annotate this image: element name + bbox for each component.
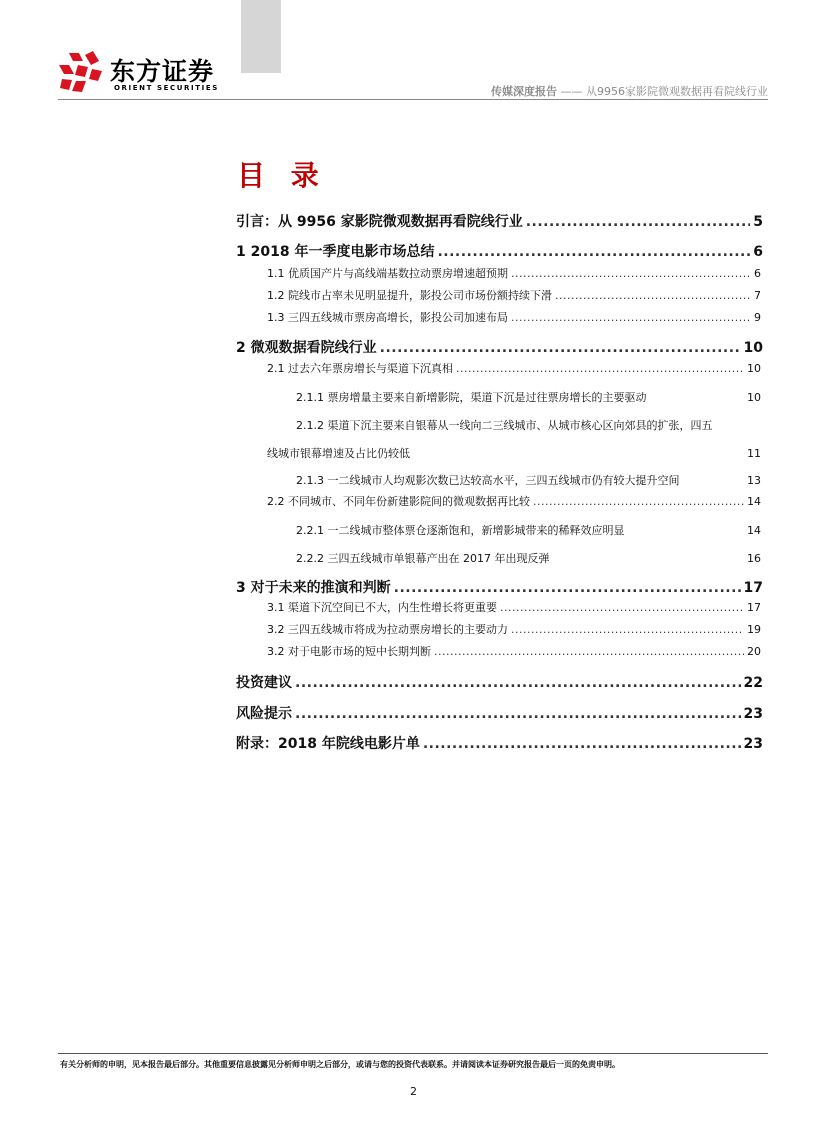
toc-leader bbox=[437, 244, 750, 260]
toc-entry-label: 3 对于未来的推演和判断 bbox=[236, 580, 391, 596]
toc-entry[interactable] bbox=[267, 309, 761, 325]
toc-entry[interactable] bbox=[296, 550, 761, 566]
toc-leader bbox=[434, 645, 744, 658]
toc-entry-page: 14 bbox=[747, 495, 761, 508]
toc-leader bbox=[511, 267, 751, 280]
toc-leader bbox=[423, 736, 741, 752]
report-type: 传媒深度报告 bbox=[491, 85, 557, 98]
toc-entry[interactable] bbox=[267, 360, 761, 376]
toc-entry[interactable] bbox=[236, 241, 763, 261]
toc-leader bbox=[295, 706, 741, 722]
toc-entry[interactable] bbox=[296, 472, 761, 488]
company-logo bbox=[56, 50, 226, 100]
toc-entry-page: 13 bbox=[747, 474, 761, 487]
footer-disclaimer: 有关分析师的申明，见本报告最后部分。其他重要信息披露见分析师申明之后部分，或请与您的投资代表联系。并请阅读本证券研究报告最后一页的免责申明。 bbox=[60, 1060, 620, 1069]
toc-entry-label[interactable]: 2.1.2 渠道下沉主要来自银幕从一线向二三线城市、从城市核心区向郊县的扩张，四五 bbox=[296, 419, 713, 432]
toc-entry-page: 16 bbox=[747, 552, 761, 565]
report-title: —— 从9956家影院微观数据再看院线行业 bbox=[560, 85, 768, 98]
toc-entry-label: 1 2018 年一季度电影市场总结 bbox=[236, 244, 435, 260]
toc-entry-page: 6 bbox=[754, 267, 761, 280]
toc-entry[interactable] bbox=[267, 599, 761, 615]
toc-entry-page: 17 bbox=[747, 601, 761, 614]
toc-entry-label: 3.1 渠道下沉空间已不大，内生性增长将更重要 bbox=[267, 601, 497, 614]
toc-entry-label: 风险提示 bbox=[236, 706, 292, 722]
toc-leader bbox=[500, 601, 744, 614]
toc-entry-label: 2.2 不同城市、不同年份新建影院间的微观数据再比较 bbox=[267, 495, 530, 508]
toc-entry-page: 23 bbox=[743, 736, 763, 752]
toc-entry[interactable] bbox=[296, 389, 761, 405]
toc-entry-page: 10 bbox=[743, 340, 763, 356]
toc-entry-page: 19 bbox=[747, 623, 761, 636]
toc-entry-label: 3.2 三四五线城市将成为拉动票房增长的主要动力 bbox=[267, 623, 508, 636]
toc-entry-page: 9 bbox=[754, 311, 761, 324]
toc-leader bbox=[526, 214, 751, 230]
page-number: 2 bbox=[410, 1085, 417, 1098]
toc-entry-label: 2.1.1 票房增量主要来自新增影院，渠道下沉是过往票房增长的主要驱动 bbox=[296, 391, 647, 404]
footer-divider bbox=[58, 1053, 768, 1054]
toc-entry[interactable] bbox=[296, 522, 761, 538]
toc-entry-label: 投资建议 bbox=[236, 675, 292, 691]
header-divider bbox=[58, 99, 768, 100]
toc-leader bbox=[295, 675, 741, 691]
toc-entry-page: 17 bbox=[743, 580, 763, 596]
toc-entry-label: 3.2 对于电影市场的短中长期判断 bbox=[267, 645, 431, 658]
toc-entry-label: 2.2.2 三四五线城市单银幕产出在 2017 年出现反弹 bbox=[296, 552, 550, 565]
toc-leader bbox=[511, 311, 751, 324]
toc-title: 目 录 bbox=[237, 159, 327, 192]
toc-leader bbox=[456, 362, 744, 375]
toc-entry-label: 2.1.3 一二线城市人均观影次数已达较高水平，三四五线城市仍有较大提升空间 bbox=[296, 474, 680, 487]
toc-entry-page: 5 bbox=[753, 214, 763, 230]
header-decor-block bbox=[241, 0, 281, 73]
toc-entry-label: 引言：从 9956 家影院微观数据再看院线行业 bbox=[236, 214, 523, 230]
toc-entry-page: 11 bbox=[747, 447, 761, 460]
toc-leader bbox=[511, 623, 744, 636]
toc-entry-page: 23 bbox=[743, 706, 763, 722]
toc-entry[interactable] bbox=[267, 643, 761, 659]
toc-leader bbox=[533, 495, 744, 508]
toc-entry-page: 22 bbox=[743, 675, 763, 691]
toc-entry[interactable] bbox=[236, 211, 763, 231]
toc-entry-label: 附录：2018 年院线电影片单 bbox=[236, 736, 420, 752]
toc-entry[interactable] bbox=[267, 265, 761, 281]
toc-entry-label: 1.3 三四五线城市票房高增长，影投公司加速布局 bbox=[267, 311, 508, 324]
toc-entry[interactable] bbox=[267, 621, 761, 637]
toc-leader bbox=[380, 340, 741, 356]
toc-entry-page: 10 bbox=[747, 362, 761, 375]
toc-entry[interactable] bbox=[236, 733, 763, 753]
toc-entry[interactable] bbox=[236, 672, 763, 692]
toc-entry-label: 1.1 优质国产片与高线端基数拉动票房增速超预期 bbox=[267, 267, 508, 280]
toc-entry[interactable] bbox=[267, 493, 761, 509]
toc-entry-page: 7 bbox=[754, 289, 761, 302]
toc-leader bbox=[394, 580, 741, 596]
toc-entry-label: 2.1 过去六年票房增长与渠道下沉真相 bbox=[267, 362, 453, 375]
logo-chinese-name: 东方证券 bbox=[110, 57, 215, 86]
report-header bbox=[491, 83, 768, 99]
toc-entry[interactable] bbox=[267, 287, 761, 303]
toc-entry[interactable] bbox=[236, 577, 763, 597]
toc-leader bbox=[555, 289, 751, 302]
logo-mark-icon bbox=[56, 50, 104, 94]
toc-entry-page: 20 bbox=[747, 645, 761, 658]
toc-entry-label: 2 微观数据看院线行业 bbox=[236, 340, 377, 356]
toc-entry[interactable] bbox=[236, 703, 763, 723]
toc-entry-label: 2.2.1 一二线城市整体票仓逐渐饱和，新增影城带来的稀释效应明显 bbox=[296, 524, 625, 537]
toc-entry[interactable] bbox=[267, 445, 761, 461]
toc-entry-page: 6 bbox=[753, 244, 763, 260]
logo-english-name: ORIENT SECURITIES bbox=[114, 84, 219, 92]
toc-entry-label-continued: 线城市银幕增速及占比仍较低 bbox=[267, 447, 410, 460]
toc-entry-page: 14 bbox=[747, 524, 761, 537]
toc-entry-page: 10 bbox=[747, 391, 761, 404]
toc-entry[interactable] bbox=[236, 337, 763, 357]
toc-entry-label: 1.2 院线市占率未见明显提升，影投公司市场份额持续下滑 bbox=[267, 289, 552, 302]
